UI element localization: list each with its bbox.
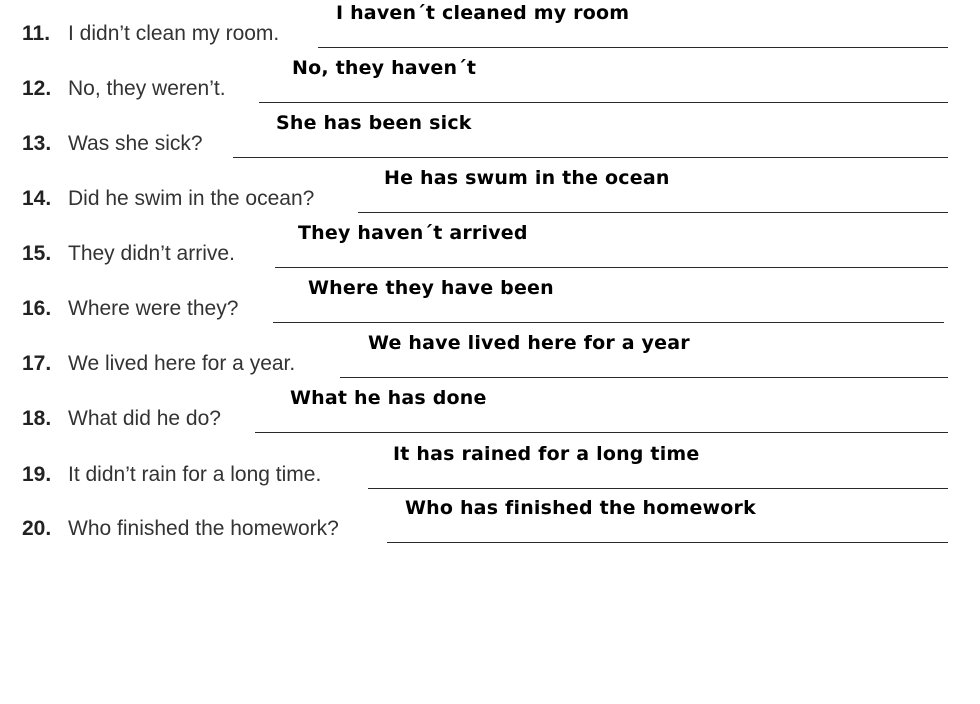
item-prompt: What did he do? <box>68 407 221 430</box>
exercise-row-20 <box>22 497 948 543</box>
answer-line <box>275 267 948 268</box>
item-number: 11. <box>22 22 51 45</box>
exercise-row-12 <box>22 57 948 103</box>
answer-line <box>255 432 948 433</box>
answer-line <box>358 212 948 213</box>
exercise-row-16 <box>22 277 948 323</box>
item-prompt: Where were they? <box>68 297 239 320</box>
item-prompt: It didn’t rain for a long time. <box>68 463 322 486</box>
item-prompt: They didn’t arrive. <box>68 242 235 265</box>
exercise-row-17 <box>22 332 948 378</box>
answer-text: They haven´t arrived <box>298 222 528 244</box>
item-number: 20. <box>22 517 52 540</box>
item-number: 12. <box>22 77 52 100</box>
item-prompt: Did he swim in the ocean? <box>68 187 315 210</box>
answer-line <box>318 47 948 48</box>
answer-line <box>259 102 948 103</box>
item-number: 13. <box>22 132 52 155</box>
answer-text: Who has finished the homework <box>405 497 756 519</box>
answer-text: What he has done <box>290 387 487 409</box>
answer-text: I haven´t cleaned my room <box>336 2 630 24</box>
answer-text: Where they have been <box>308 277 554 299</box>
answer-line <box>368 488 948 489</box>
exercise-row-11 <box>22 2 948 48</box>
item-number: 15. <box>22 242 52 265</box>
item-prompt: We lived here for a year. <box>68 352 296 375</box>
answer-line <box>233 157 948 158</box>
answer-text: We have lived here for a year <box>368 332 690 354</box>
exercise-row-18 <box>22 387 948 433</box>
item-prompt: Who finished the homework? <box>68 517 339 540</box>
item-number: 17. <box>22 352 52 375</box>
item-prompt: No, they weren’t. <box>68 77 226 100</box>
answer-text: No, they haven´t <box>292 57 477 79</box>
exercise-row-14 <box>22 167 948 213</box>
answer-line <box>340 377 948 378</box>
answer-text: He has swum in the ocean <box>384 167 670 189</box>
answer-line <box>387 542 948 543</box>
item-prompt: Was she sick? <box>68 132 203 155</box>
exercise-row-13 <box>22 112 948 158</box>
exercise-row-19 <box>22 443 948 489</box>
exercise-row-15 <box>22 222 948 268</box>
item-prompt: I didn’t clean my room. <box>68 22 280 45</box>
item-number: 18. <box>22 407 52 430</box>
item-number: 14. <box>22 187 52 210</box>
answer-text: She has been sick <box>276 112 472 134</box>
item-number: 16. <box>22 297 52 320</box>
answer-text: It has rained for a long time <box>393 443 700 465</box>
item-number: 19. <box>22 463 52 486</box>
answer-line <box>273 322 944 323</box>
